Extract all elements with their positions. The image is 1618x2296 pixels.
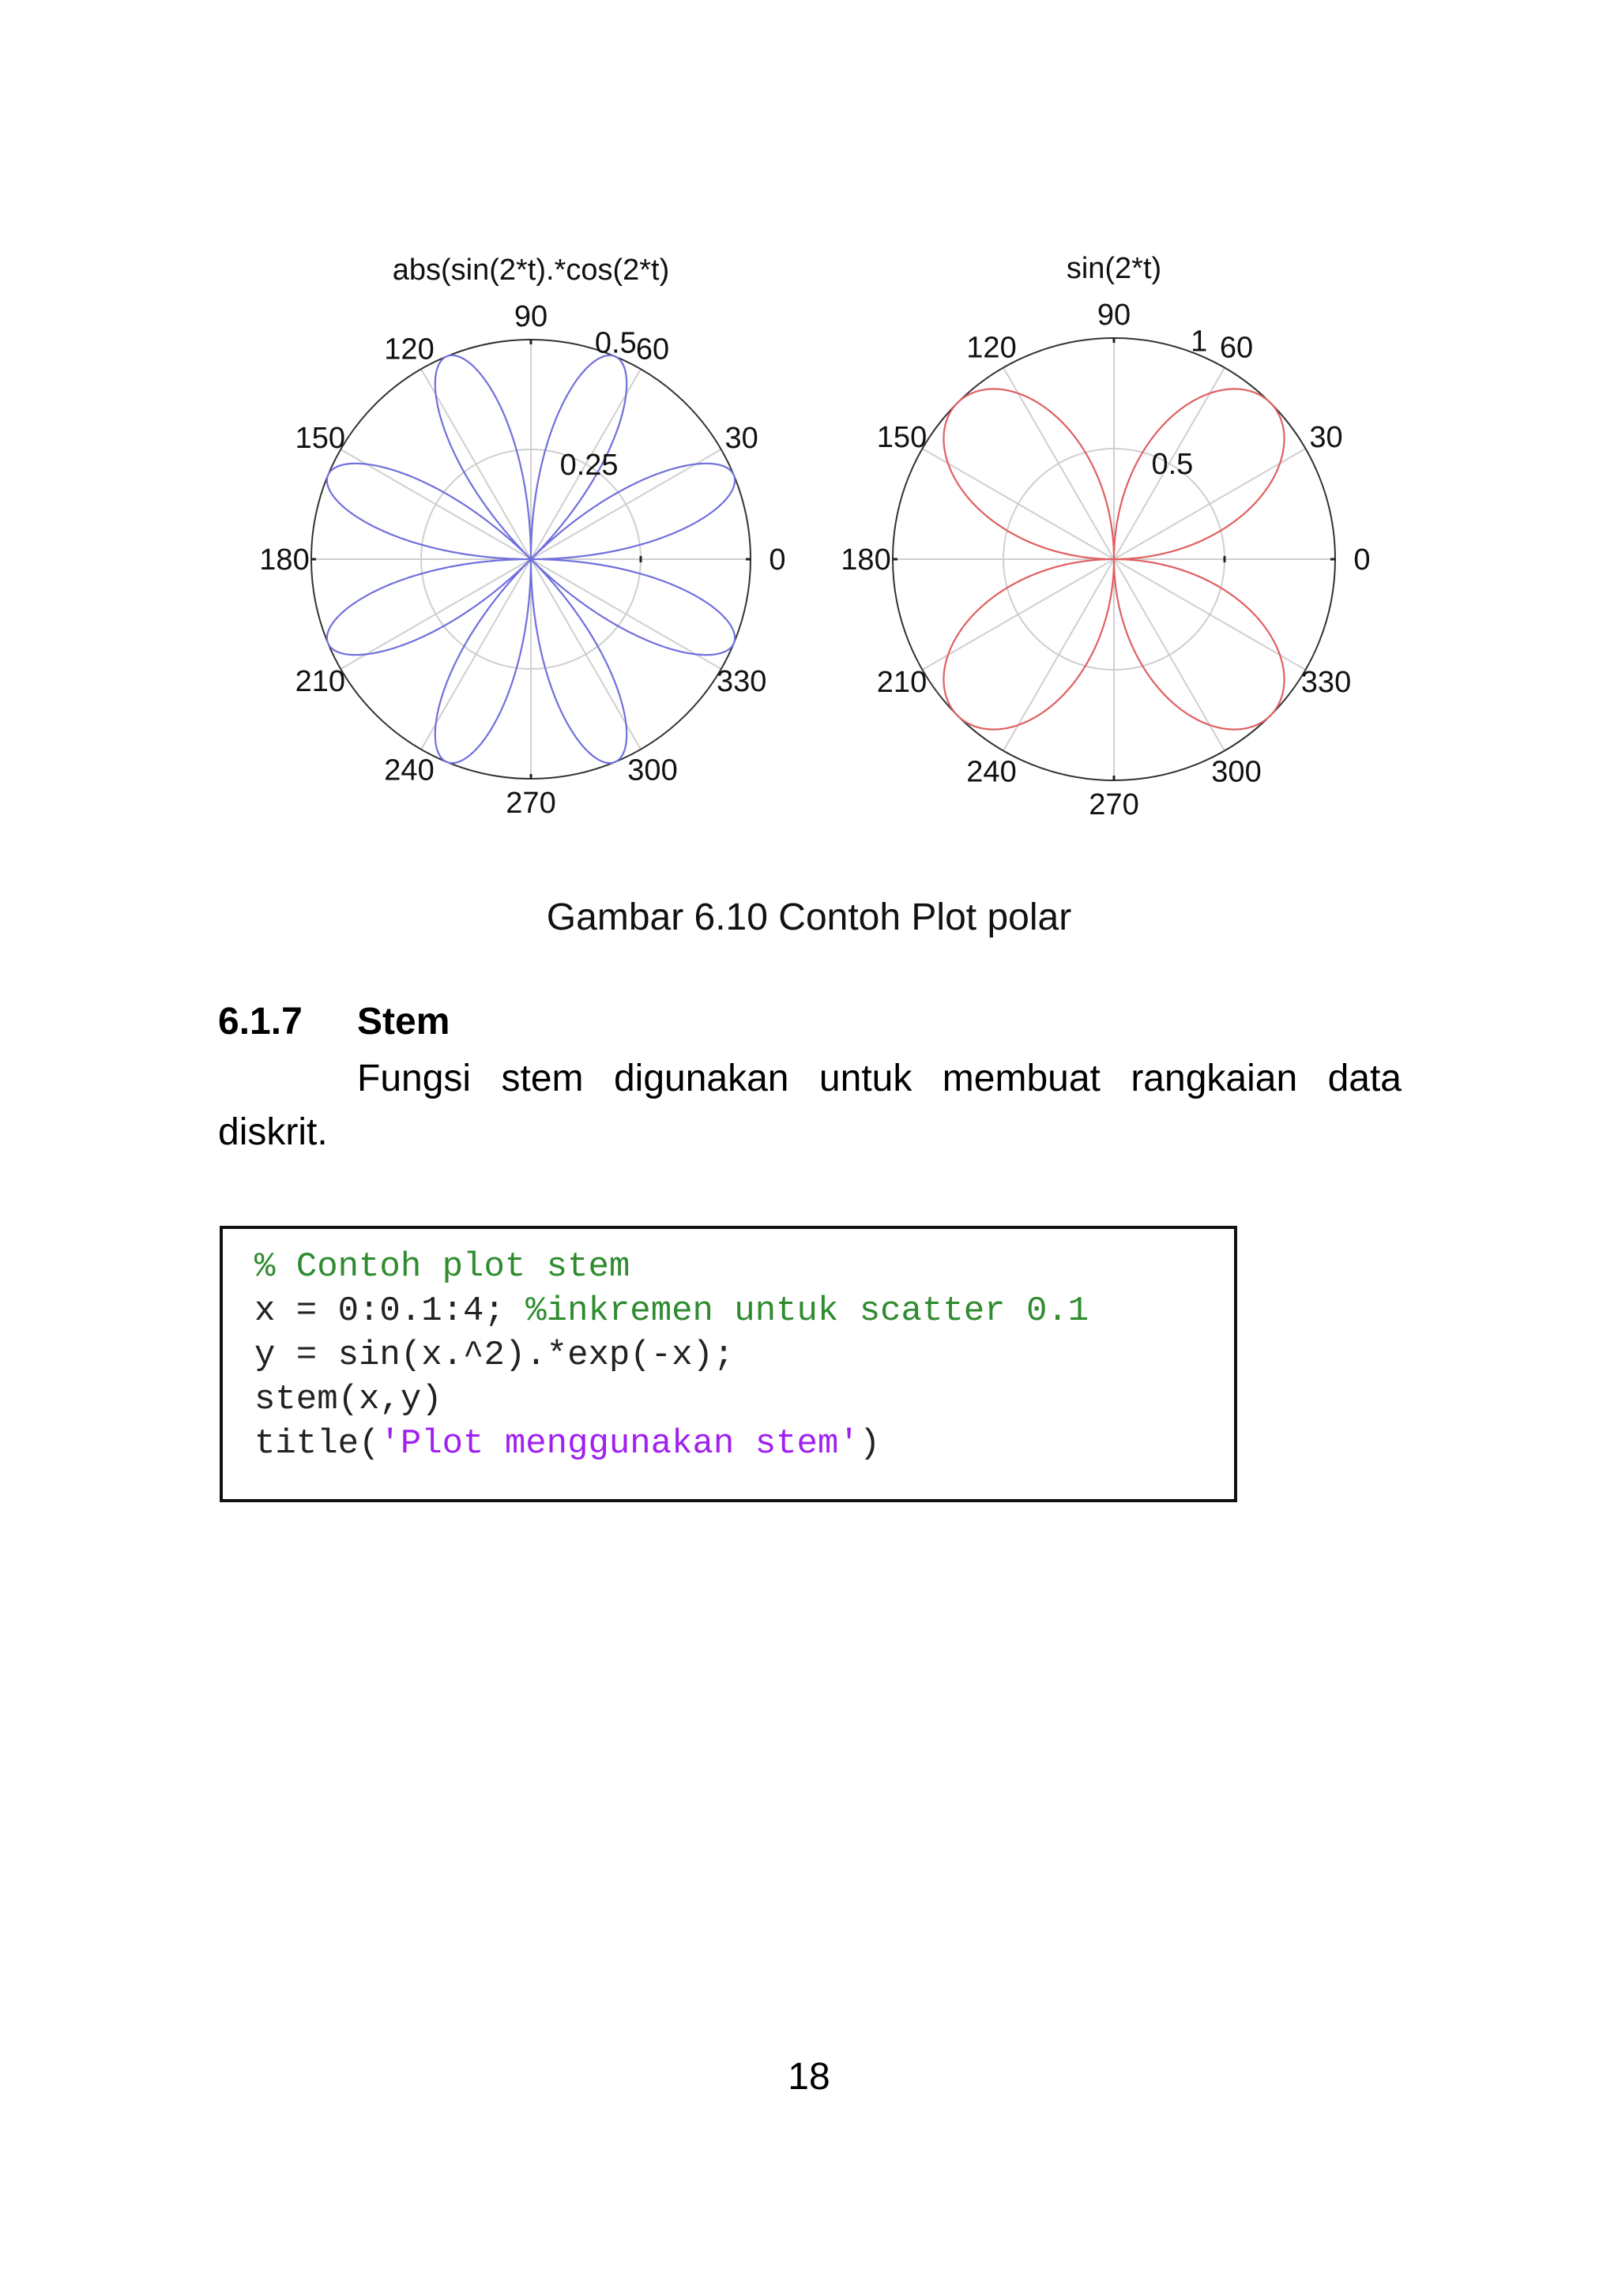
figure-caption: Gambar 6.10 Contoh Plot polar — [546, 896, 1072, 938]
radial-tick-label: 0.5 — [594, 326, 637, 360]
angle-label: 330 — [1300, 666, 1352, 699]
code-text: x = 0:0.1:4; — [254, 1291, 526, 1331]
code-text: ) — [859, 1424, 881, 1464]
angle-label: 30 — [1309, 421, 1343, 454]
polar-plot-title: abs(sin(2*t).*cos(2*t) — [392, 254, 670, 287]
code-line-1 — [254, 1245, 1202, 1289]
angle-label: 300 — [627, 753, 678, 787]
page-number: 18 — [788, 2056, 830, 2098]
angle-label: 60 — [1219, 331, 1254, 365]
angle-label: 270 — [1089, 788, 1139, 821]
code-line-2 — [254, 1289, 1202, 1333]
code-text: stem(x,y) — [254, 1380, 442, 1419]
angle-label: 150 — [876, 421, 928, 454]
section-paragraph: Fungsi stem digunakan untuk membuat rangkaian data diskrit. — [218, 1058, 1402, 1153]
angle-label: 180 — [841, 543, 891, 577]
angle-label: 240 — [384, 753, 435, 787]
angle-label: 330 — [716, 665, 767, 698]
code-block — [220, 1226, 1237, 1502]
section-heading — [218, 1000, 450, 1043]
angle-label: 0 — [769, 543, 786, 577]
polar-plot-right — [822, 237, 1390, 837]
angle-label: 210 — [295, 665, 346, 698]
radial-tick-label: 0.5 — [1151, 448, 1194, 482]
angle-label: 240 — [966, 755, 1017, 789]
angle-label: 300 — [1211, 755, 1262, 789]
code-string: 'Plot menggunakan stem' — [379, 1424, 860, 1464]
angle-label: 270 — [506, 787, 556, 820]
code-line-5 — [254, 1422, 1202, 1466]
section-number: 6.1.7 — [218, 1001, 303, 1043]
code-comment: % Contoh plot stem — [254, 1247, 630, 1287]
code-line-3 — [254, 1333, 1202, 1377]
radial-tick-label: 0.25 — [559, 449, 619, 483]
polar-plot-left — [237, 237, 806, 837]
code-line-4 — [254, 1377, 1202, 1422]
angle-label: 150 — [295, 422, 346, 455]
code-text: title( — [254, 1424, 380, 1464]
angle-label: 60 — [635, 333, 670, 366]
angle-label: 180 — [259, 543, 310, 577]
angle-label: 120 — [384, 333, 435, 366]
angle-label: 120 — [966, 331, 1017, 365]
angle-label: 30 — [724, 422, 758, 455]
code-text: y = sin(x.^2).*exp(-x); — [254, 1336, 735, 1375]
polar-plot-title: sin(2*t) — [1066, 252, 1162, 285]
angle-label: 210 — [876, 666, 928, 699]
code-comment: %inkremen untuk scatter 0.1 — [525, 1291, 1089, 1331]
angle-label: 90 — [1097, 299, 1131, 332]
angle-label: 0 — [1353, 543, 1371, 577]
angle-label: 90 — [514, 300, 548, 333]
radial-tick-label: 1 — [1191, 325, 1208, 359]
section-title: Stem — [357, 1001, 450, 1043]
